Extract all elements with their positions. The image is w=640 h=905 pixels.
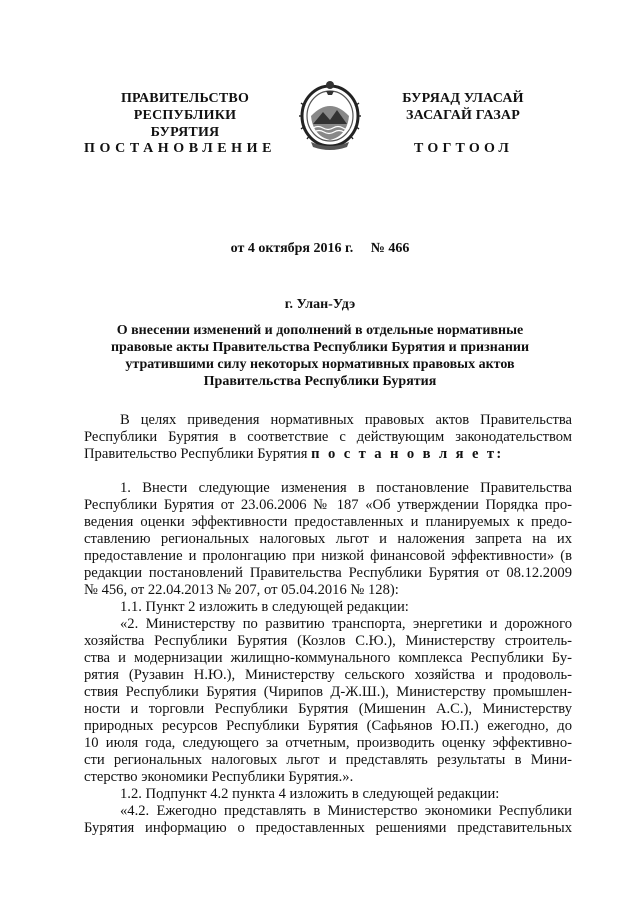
coat-of-arms-icon xyxy=(297,76,363,152)
government-name-buryat-line1: БУРЯАД УЛАСАЙ xyxy=(402,91,524,106)
body-line: 1.1. Пункт 2 изложить в следующей редакции: xyxy=(120,599,409,615)
body-line: Бурятия информацию о предоставленных решениями представительных xyxy=(84,820,572,836)
body-line: ведения оценки эффективности предоставленных и планируемых к предо- xyxy=(84,514,572,530)
body-line: «2. Министерству по развитию транспорта, энергетики и дорожного xyxy=(120,616,572,632)
body-line: 1.2. Подпункт 4.2 пункта 4 изложить в следующей редакции: xyxy=(120,786,500,802)
body-line: 1. Внести следующие изменения в постановление Правительства xyxy=(120,480,572,496)
decree-date-number: от 4 октября 2016 г. № 466 xyxy=(230,241,410,256)
resolves-word: п о с т а н о в л я е т: xyxy=(311,446,504,462)
body-line: предоставление и пролонгацию при низкой финансовой эффективности» (в xyxy=(84,548,572,564)
body-line: № 456, от 22.04.2013 № 207, от 05.04.2016 № 128): xyxy=(84,582,399,598)
government-name-buryat xyxy=(378,90,548,124)
body-line: В целях приведения нормативных правовых актов Правительства xyxy=(120,412,572,428)
decree-label-buryat: ТОГТООЛ xyxy=(414,141,514,156)
body-line: природных ресурсов Республики Бурятия (Сафьянов Ю.П.) ежегодно, до xyxy=(84,718,572,734)
government-name-line1: ПРАВИТЕЛЬСТВО xyxy=(120,91,250,106)
decree-city: г. Улан-Удэ xyxy=(284,297,356,312)
government-name-line2: РЕСПУБЛИКИ БУРЯТИЯ xyxy=(133,108,237,140)
body-line: ства и модернизации жилищно-коммунального комплекса Республики Бу- xyxy=(84,650,572,666)
body-line: редакции постановлений Правительства Республики Бурятия от 08.12.2009 xyxy=(84,565,572,581)
body-line: хозяйства Республики Бурятия (Козлов С.Ю.), Министерству строитель- xyxy=(84,633,572,649)
body-line-resolves xyxy=(84,446,572,463)
body-line: «4.2. Ежегодно представлять в Министерство экономики Республики xyxy=(120,803,572,819)
body-line: Республики Бурятия от 23.06.2006 № 187 «Об утверждении Порядка про- xyxy=(84,497,572,513)
body-line: сти региональных налоговых льгот и представлять результаты в Мини- xyxy=(84,752,572,768)
government-name-russian xyxy=(100,90,270,141)
body-line: 10 июля года, следующего за отчетным, производить оценку эффективно- xyxy=(84,735,572,751)
body-line: ставлению региональных налоговых льгот и наложения запрета на их xyxy=(84,531,572,547)
body-line: стерство экономики Республики Бурятия.». xyxy=(84,769,354,785)
government-name-buryat-line2: ЗАСАГАЙ ГАЗАР xyxy=(405,108,520,123)
body-line: рятия (Рузавин Н.Ю.), Министерству сельского хозяйства и продоволь- xyxy=(84,667,572,683)
decree-label-russian: ПОСТАНОВЛЕНИЕ xyxy=(84,141,277,156)
body-line: ствия Республики Бурятия (Чирипов Д-Ж.Ш.), Министерству промышлен- xyxy=(84,684,572,700)
body-line-text: Правительство Республики Бурятия xyxy=(84,446,312,462)
decree-title: О внесении изменений и дополнений в отдельные нормативные правовые акты Правительства Республики Бурятия и признании утратившими силу некоторых нормативных правовых актов Правительства Республики Бурятия xyxy=(110,323,530,389)
body-line: Республики Бурятия в соответствие с действующим законодательством xyxy=(84,429,572,445)
body-line: ности и торговли Республики Бурятия (Мишенин А.С.), Министерству xyxy=(84,701,572,717)
